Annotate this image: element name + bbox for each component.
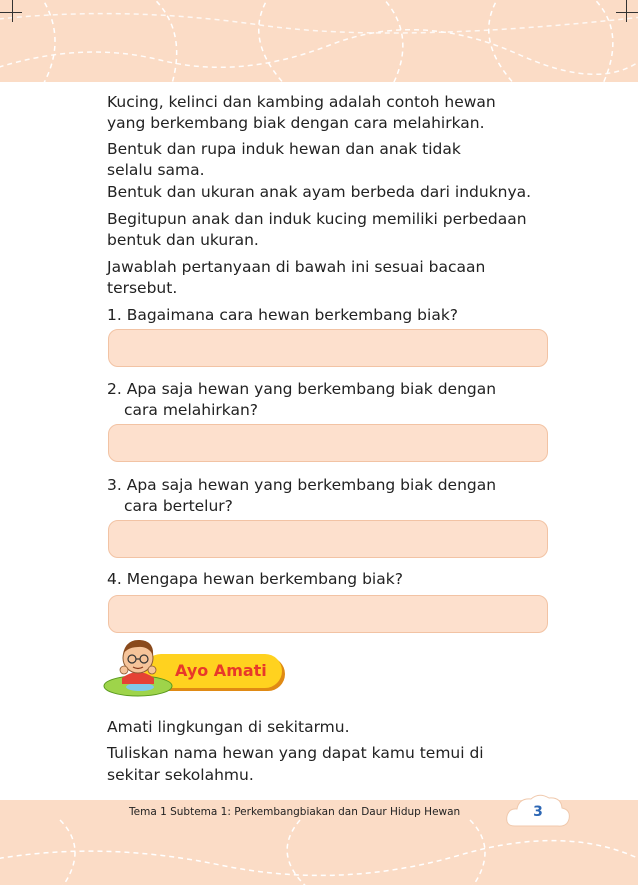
activity-badge-label: Ayo Amati [175,661,267,680]
crop-mark [12,0,13,22]
intro-line: bentuk dan ukuran. [107,231,259,249]
header-pattern [0,0,638,82]
intro-line: Kucing, kelinci dan kambing adalah contoh hewan [107,93,496,111]
activity-line: Amati lingkungan di sekitarmu. [107,718,350,736]
intro-line: Bentuk dan ukuran anak ayam berbeda dari induknya. [107,183,532,201]
intro-line: selalu sama. [107,161,205,179]
crop-mark [616,12,638,13]
answer-box-1[interactable] [108,329,548,367]
intro-line: Jawablah pertanyaan di bawah ini sesuai bacaan [107,258,486,276]
activity-line: sekitar sekolahmu. [107,766,254,784]
crop-mark [626,0,627,22]
question-1: 1. Bagaimana cara hewan berkembang biak? [107,306,459,324]
question-2-cont: cara melahirkan? [124,401,259,419]
intro-line: tersebut. [107,279,178,297]
activity-line: Tuliskan nama hewan yang dapat kamu temui di [107,744,484,762]
answer-box-4[interactable] [108,595,548,633]
answer-box-3[interactable] [108,520,548,558]
intro-line: yang berkembang biak dengan cara melahirkan. [107,114,485,132]
answer-box-2[interactable] [108,424,548,462]
question-3-cont: cara bertelur? [124,497,233,515]
boy-magnifier-icon [100,630,180,700]
activity-badge [100,630,290,700]
question-4: 4. Mengapa hewan berkembang biak? [107,570,403,588]
intro-line: Begitupun anak dan induk kucing memiliki perbedaan [107,210,527,228]
intro-line: Bentuk dan rupa induk hewan dan anak tidak [107,140,461,158]
question-3: 3. Apa saja hewan yang berkembang biak dengan [107,476,497,494]
footer-caption: Tema 1 Subtema 1: Perkembangbiakan dan Daur Hidup Hewan [129,806,461,818]
question-2: 2. Apa saja hewan yang berkembang biak dengan [107,380,497,398]
crop-mark [0,12,22,13]
header-band [0,0,638,82]
page-number: 3 [533,804,543,820]
